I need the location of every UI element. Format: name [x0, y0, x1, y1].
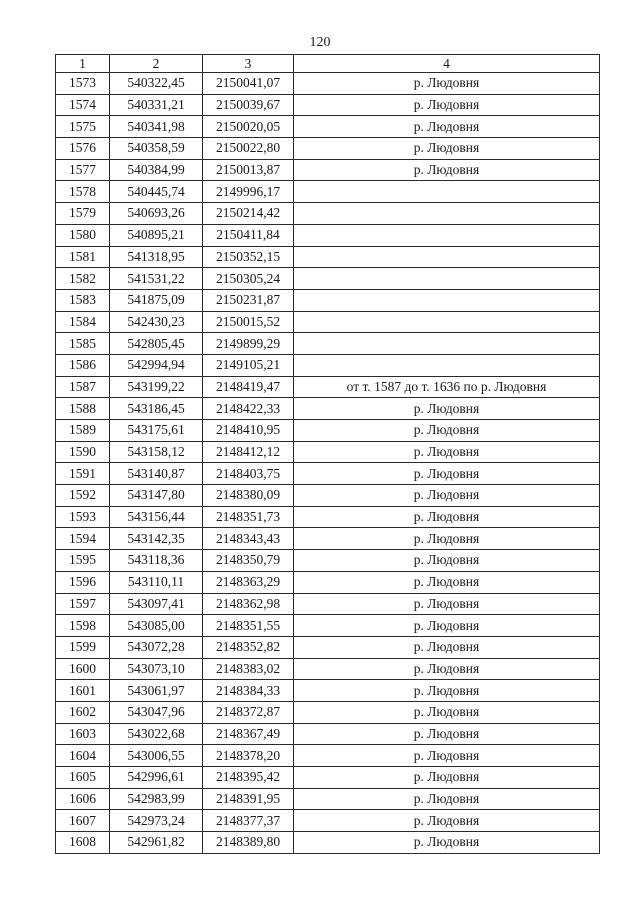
description-cell: р. Людовня: [294, 636, 600, 658]
x-coordinate-cell: 543061,97: [110, 680, 203, 702]
table-row: [56, 701, 600, 723]
y-coordinate-cell: 2148389,80: [203, 832, 294, 854]
y-coordinate-cell: 2148422,33: [203, 398, 294, 420]
y-coordinate-cell: 2148383,02: [203, 658, 294, 680]
y-coordinate-cell: 2148403,75: [203, 463, 294, 485]
description-cell: р. Людовня: [294, 420, 600, 442]
table-row: [56, 376, 600, 398]
point-number-cell: 1597: [56, 593, 110, 615]
table-row: [56, 268, 600, 290]
description-cell: [294, 354, 600, 376]
description-cell: р. Людовня: [294, 506, 600, 528]
x-coordinate-cell: 542961,82: [110, 832, 203, 854]
y-coordinate-cell: 2150015,52: [203, 311, 294, 333]
x-coordinate-cell: 543097,41: [110, 593, 203, 615]
x-coordinate-cell: 543006,55: [110, 745, 203, 767]
point-number-cell: 1596: [56, 571, 110, 593]
table-row: [56, 94, 600, 116]
x-coordinate-cell: 543085,00: [110, 615, 203, 637]
point-number-cell: 1591: [56, 463, 110, 485]
point-number-cell: 1575: [56, 116, 110, 138]
table-row: [56, 723, 600, 745]
description-cell: от т. 1587 до т. 1636 по р. Людовня: [294, 376, 600, 398]
x-coordinate-cell: 540358,59: [110, 138, 203, 160]
x-coordinate-cell: 543022,68: [110, 723, 203, 745]
y-coordinate-cell: 2150352,15: [203, 246, 294, 268]
y-coordinate-cell: 2150020,05: [203, 116, 294, 138]
description-cell: р. Людовня: [294, 159, 600, 181]
description-cell: р. Людовня: [294, 593, 600, 615]
point-number-cell: 1579: [56, 203, 110, 225]
y-coordinate-cell: 2150411,84: [203, 224, 294, 246]
y-coordinate-cell: 2148350,79: [203, 550, 294, 572]
point-number-cell: 1580: [56, 224, 110, 246]
y-coordinate-cell: 2148367,49: [203, 723, 294, 745]
table-body: [56, 73, 600, 854]
point-number-cell: 1593: [56, 506, 110, 528]
x-coordinate-cell: 543110,11: [110, 571, 203, 593]
y-coordinate-cell: 2150214,42: [203, 203, 294, 225]
point-number-cell: 1573: [56, 73, 110, 95]
y-coordinate-cell: 2148412,12: [203, 441, 294, 463]
header-row: [56, 55, 600, 73]
page-number: 120: [309, 35, 331, 50]
x-coordinate-cell: 542430,23: [110, 311, 203, 333]
x-coordinate-cell: 540331,21: [110, 94, 203, 116]
point-number-cell: 1605: [56, 767, 110, 789]
y-coordinate-cell: 2148363,29: [203, 571, 294, 593]
table-row: [56, 680, 600, 702]
description-cell: р. Людовня: [294, 723, 600, 745]
table-row: [56, 528, 600, 550]
table-row: [56, 181, 600, 203]
x-coordinate-cell: 543142,35: [110, 528, 203, 550]
x-coordinate-cell: 543047,96: [110, 701, 203, 723]
table-row: [56, 441, 600, 463]
description-cell: [294, 246, 600, 268]
y-coordinate-cell: 2148352,82: [203, 636, 294, 658]
header-cell-3: 3: [203, 55, 294, 73]
x-coordinate-cell: 543186,45: [110, 398, 203, 420]
description-cell: р. Людовня: [294, 680, 600, 702]
point-number-cell: 1581: [56, 246, 110, 268]
table-row: [56, 159, 600, 181]
y-coordinate-cell: 2150022,80: [203, 138, 294, 160]
y-coordinate-cell: 2148419,47: [203, 376, 294, 398]
y-coordinate-cell: 2150013,87: [203, 159, 294, 181]
point-number-cell: 1585: [56, 333, 110, 355]
x-coordinate-cell: 541318,95: [110, 246, 203, 268]
table-row: [56, 485, 600, 507]
point-number-cell: 1602: [56, 701, 110, 723]
description-cell: [294, 268, 600, 290]
x-coordinate-cell: 543175,61: [110, 420, 203, 442]
x-coordinate-cell: 541875,09: [110, 289, 203, 311]
point-number-cell: 1589: [56, 420, 110, 442]
x-coordinate-cell: 541531,22: [110, 268, 203, 290]
point-number-cell: 1584: [56, 311, 110, 333]
y-coordinate-cell: 2148377,37: [203, 810, 294, 832]
coordinates-table: [55, 54, 600, 854]
point-number-cell: 1603: [56, 723, 110, 745]
table-row: [56, 289, 600, 311]
y-coordinate-cell: 2148343,43: [203, 528, 294, 550]
x-coordinate-cell: 543072,28: [110, 636, 203, 658]
table-row: [56, 463, 600, 485]
point-number-cell: 1599: [56, 636, 110, 658]
point-number-cell: 1600: [56, 658, 110, 680]
point-number-cell: 1606: [56, 788, 110, 810]
x-coordinate-cell: 543147,80: [110, 485, 203, 507]
y-coordinate-cell: 2150039,67: [203, 94, 294, 116]
y-coordinate-cell: 2148384,33: [203, 680, 294, 702]
x-coordinate-cell: 542994,94: [110, 354, 203, 376]
table-row: [56, 615, 600, 637]
x-coordinate-cell: 540384,99: [110, 159, 203, 181]
x-coordinate-cell: 540445,74: [110, 181, 203, 203]
point-number-cell: 1595: [56, 550, 110, 572]
x-coordinate-cell: 543156,44: [110, 506, 203, 528]
table-row: [56, 593, 600, 615]
point-number-cell: 1576: [56, 138, 110, 160]
y-coordinate-cell: 2148391,95: [203, 788, 294, 810]
table-row: [56, 398, 600, 420]
point-number-cell: 1590: [56, 441, 110, 463]
y-coordinate-cell: 2148362,98: [203, 593, 294, 615]
table-row: [56, 333, 600, 355]
x-coordinate-cell: 542805,45: [110, 333, 203, 355]
description-cell: р. Людовня: [294, 528, 600, 550]
description-cell: р. Людовня: [294, 550, 600, 572]
description-cell: р. Людовня: [294, 138, 600, 160]
y-coordinate-cell: 2149105,21: [203, 354, 294, 376]
description-cell: р. Людовня: [294, 832, 600, 854]
table-row: [56, 246, 600, 268]
x-coordinate-cell: 542983,99: [110, 788, 203, 810]
x-coordinate-cell: 543140,87: [110, 463, 203, 485]
x-coordinate-cell: 543158,12: [110, 441, 203, 463]
description-cell: р. Людовня: [294, 615, 600, 637]
table-row: [56, 788, 600, 810]
header-cell-4: 4: [294, 55, 600, 73]
description-cell: [294, 181, 600, 203]
description-cell: р. Людовня: [294, 571, 600, 593]
point-number-cell: 1583: [56, 289, 110, 311]
x-coordinate-cell: 540341,98: [110, 116, 203, 138]
x-coordinate-cell: 540895,21: [110, 224, 203, 246]
point-number-cell: 1577: [56, 159, 110, 181]
description-cell: р. Людовня: [294, 116, 600, 138]
y-coordinate-cell: 2148372,87: [203, 701, 294, 723]
description-cell: р. Людовня: [294, 745, 600, 767]
description-cell: р. Людовня: [294, 398, 600, 420]
point-number-cell: 1608: [56, 832, 110, 854]
description-cell: [294, 203, 600, 225]
x-coordinate-cell: 543073,10: [110, 658, 203, 680]
point-number-cell: 1594: [56, 528, 110, 550]
x-coordinate-cell: 543199,22: [110, 376, 203, 398]
x-coordinate-cell: 542996,61: [110, 767, 203, 789]
y-coordinate-cell: 2150231,87: [203, 289, 294, 311]
table-row: [56, 636, 600, 658]
table-row: [56, 767, 600, 789]
table-row: [56, 810, 600, 832]
description-cell: р. Людовня: [294, 485, 600, 507]
table-row: [56, 745, 600, 767]
table-row: [56, 506, 600, 528]
table-row: [56, 354, 600, 376]
description-cell: р. Людовня: [294, 701, 600, 723]
header-cell-2: 2: [110, 55, 203, 73]
point-number-cell: 1586: [56, 354, 110, 376]
x-coordinate-cell: 543118,36: [110, 550, 203, 572]
description-cell: р. Людовня: [294, 73, 600, 95]
y-coordinate-cell: 2148410,95: [203, 420, 294, 442]
y-coordinate-cell: 2149899,29: [203, 333, 294, 355]
y-coordinate-cell: 2148380,09: [203, 485, 294, 507]
header-cell-1: 1: [56, 55, 110, 73]
description-cell: р. Людовня: [294, 810, 600, 832]
description-cell: р. Людовня: [294, 767, 600, 789]
y-coordinate-cell: 2148395,42: [203, 767, 294, 789]
y-coordinate-cell: 2149996,17: [203, 181, 294, 203]
x-coordinate-cell: 540693,26: [110, 203, 203, 225]
point-number-cell: 1607: [56, 810, 110, 832]
table-row: [56, 658, 600, 680]
x-coordinate-cell: 540322,45: [110, 73, 203, 95]
table-row: [56, 311, 600, 333]
table-row: [56, 73, 600, 95]
table-row: [56, 224, 600, 246]
y-coordinate-cell: 2148351,73: [203, 506, 294, 528]
table-row: [56, 571, 600, 593]
point-number-cell: 1604: [56, 745, 110, 767]
table-row: [56, 832, 600, 854]
point-number-cell: 1592: [56, 485, 110, 507]
table-row: [56, 116, 600, 138]
y-coordinate-cell: 2150305,24: [203, 268, 294, 290]
table-header: [56, 55, 600, 73]
point-number-cell: 1598: [56, 615, 110, 637]
y-coordinate-cell: 2148351,55: [203, 615, 294, 637]
description-cell: р. Людовня: [294, 658, 600, 680]
description-cell: р. Людовня: [294, 463, 600, 485]
description-cell: [294, 333, 600, 355]
point-number-cell: 1601: [56, 680, 110, 702]
point-number-cell: 1578: [56, 181, 110, 203]
description-cell: р. Людовня: [294, 94, 600, 116]
table-row: [56, 550, 600, 572]
point-number-cell: 1582: [56, 268, 110, 290]
description-cell: [294, 224, 600, 246]
table-row: [56, 203, 600, 225]
x-coordinate-cell: 542973,24: [110, 810, 203, 832]
table-row: [56, 420, 600, 442]
description-cell: [294, 311, 600, 333]
y-coordinate-cell: 2148378,20: [203, 745, 294, 767]
point-number-cell: 1588: [56, 398, 110, 420]
description-cell: [294, 289, 600, 311]
point-number-cell: 1574: [56, 94, 110, 116]
description-cell: р. Людовня: [294, 788, 600, 810]
table-row: [56, 138, 600, 160]
description-cell: р. Людовня: [294, 441, 600, 463]
y-coordinate-cell: 2150041,07: [203, 73, 294, 95]
point-number-cell: 1587: [56, 376, 110, 398]
